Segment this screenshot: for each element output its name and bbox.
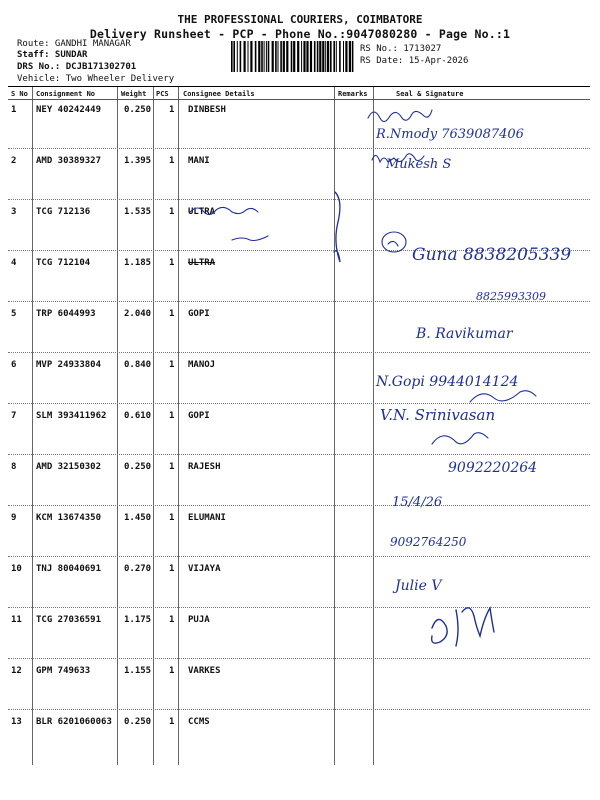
row-weight: 0.270	[124, 564, 152, 574]
row-consignee: GOPI	[188, 309, 210, 319]
barcode-bar	[261, 41, 263, 72]
barcode-bar	[250, 41, 252, 72]
barcode-bar	[339, 41, 341, 72]
route-label: Route: GANDHI MANAGAR	[17, 39, 131, 49]
row-consignee: ULTRA	[188, 258, 216, 268]
row-divider	[8, 658, 590, 659]
drs-number: DRS No.: DCJB171302701	[17, 62, 137, 72]
handwritten-text: 15/4/26	[392, 495, 443, 510]
row-weight: 2.040	[124, 309, 152, 319]
barcode-bar	[327, 41, 329, 72]
barcode-bar	[352, 41, 354, 72]
row-sno: 13	[11, 717, 22, 727]
barcode-bar	[322, 41, 324, 72]
row-divider	[8, 607, 590, 608]
barcode-bar	[319, 41, 321, 72]
barcode-bar	[286, 41, 288, 72]
barcode-bar	[283, 41, 285, 72]
row-pcs: 1	[169, 666, 175, 676]
barcode-bar	[333, 41, 335, 72]
row-consignee: MANOJ	[188, 360, 216, 370]
row-divider	[8, 403, 590, 404]
row-divider	[8, 454, 590, 455]
row-sno: 3	[11, 207, 17, 217]
barcode-bar	[291, 41, 293, 72]
barcode-bar	[303, 41, 305, 72]
barcode-bar	[345, 41, 347, 72]
row-divider	[8, 199, 590, 200]
row-pcs: 1	[169, 717, 175, 727]
row-consignment-no: SLM 393411962	[36, 411, 107, 421]
barcode-bar	[233, 41, 235, 72]
row-pcs: 1	[169, 564, 175, 574]
barcode-bar	[275, 41, 277, 72]
row-weight: 0.250	[124, 462, 152, 472]
handwritten-text: V.N. Srinivasan	[380, 406, 496, 424]
rs-date: RS Date: 15-Apr-2026	[360, 56, 469, 66]
row-sno: 6	[11, 360, 17, 370]
row-pcs: 1	[169, 462, 175, 472]
row-sno: 1	[11, 105, 17, 115]
handwritten-text: Julie V	[395, 578, 442, 594]
row-weight: 0.840	[124, 360, 152, 370]
barcode-bar	[244, 41, 246, 72]
row-pcs: 1	[169, 207, 175, 217]
row-consignment-no: TCG 712104	[36, 258, 91, 268]
row-sno: 9	[11, 513, 17, 523]
barcode-bar	[301, 41, 302, 72]
row-weight: 1.185	[124, 258, 152, 268]
column-divider	[178, 87, 179, 765]
row-consignee: ULTRA	[188, 207, 216, 217]
row-weight: 1.155	[124, 666, 152, 676]
row-divider	[8, 505, 590, 506]
company-name: THE PROFESSIONAL COURIERS, COIMBATORE	[177, 13, 423, 26]
row-consignee: GOPI	[188, 411, 210, 421]
barcode-bar	[255, 41, 257, 72]
header-weight: Weight	[121, 90, 147, 98]
row-consignment-no: TCG 712136	[36, 207, 91, 217]
header-remarks: Remarks	[338, 90, 368, 98]
row-consignee: DINBESH	[188, 105, 226, 115]
row-consignment-no: NEY 40242449	[36, 105, 102, 115]
row-consignee: VARKES	[188, 666, 221, 676]
row-sno: 11	[11, 615, 22, 625]
row-consignment-no: AMD 32150302	[36, 462, 102, 472]
staff-label: Staff: SUNDAR	[17, 50, 88, 60]
runsheet-title: Delivery Runsheet - PCP - Phone No.:9047080280 - Page No.:1	[89, 27, 511, 41]
row-pcs: 1	[169, 156, 175, 166]
row-pcs: 1	[169, 105, 175, 115]
header-divider	[8, 99, 590, 100]
handwritten-text: Guna 8838205339	[412, 245, 572, 265]
row-sno: 2	[11, 156, 17, 166]
barcode-bar	[306, 41, 308, 72]
row-pcs: 1	[169, 309, 175, 319]
barcode-bar	[237, 41, 238, 72]
rs-number: RS No.: 1713027	[360, 44, 442, 54]
row-sno: 12	[11, 666, 22, 676]
row-weight: 0.250	[124, 105, 152, 115]
row-divider	[8, 301, 590, 302]
handwritten-text: 8825993309	[476, 290, 546, 303]
column-divider	[373, 87, 374, 765]
row-sno: 5	[11, 309, 17, 319]
row-pcs: 1	[169, 615, 175, 625]
row-consignee: RAJESH	[188, 462, 221, 472]
row-consignment-no: GPM 749633	[36, 666, 91, 676]
row-divider	[8, 556, 590, 557]
barcode-bar	[272, 41, 274, 72]
handwritten-text: 9092220264	[448, 460, 538, 476]
header-sno: S No	[11, 90, 28, 98]
row-weight: 1.395	[124, 156, 152, 166]
row-consignment-no: KCM 13674350	[36, 513, 102, 523]
barcode-bar	[268, 41, 270, 72]
handwritten-text: 9092764250	[390, 535, 467, 549]
vehicle-label: Vehicle: Two Wheeler Delivery	[17, 74, 175, 84]
row-pcs: 1	[169, 360, 175, 370]
barcode-bar	[266, 41, 267, 72]
handwritten-text: B. Ravikumar	[416, 326, 513, 342]
barcode-bar	[264, 41, 265, 72]
column-divider	[32, 87, 33, 765]
row-consignment-no: TNJ 80040691	[36, 564, 102, 574]
row-divider	[8, 250, 590, 251]
row-consignment-no: TCG 27036591	[36, 615, 102, 625]
row-consignment-no: BLR 6201060063	[36, 717, 112, 727]
row-pcs: 1	[169, 513, 175, 523]
barcode-bar	[258, 41, 260, 72]
row-divider	[8, 709, 590, 710]
column-divider	[117, 87, 118, 765]
row-pcs: 1	[169, 411, 175, 421]
row-weight: 1.535	[124, 207, 152, 217]
barcode-bar	[330, 41, 332, 72]
barcode-bar	[231, 41, 233, 72]
row-sno: 4	[11, 258, 17, 268]
row-consignment-no: MVP 24933804	[36, 360, 102, 370]
row-sno: 10	[11, 564, 22, 574]
row-consignee: VIJAYA	[188, 564, 221, 574]
header-seal: Seal & Signature	[396, 90, 464, 98]
row-sno: 7	[11, 411, 17, 421]
handwritten-text: R.Nmody 7639087406	[376, 127, 524, 142]
barcode-bar	[278, 41, 279, 72]
barcode-bar	[240, 41, 242, 72]
column-divider	[153, 87, 154, 765]
header-consignee: Consignee Details	[183, 90, 255, 98]
row-weight: 1.450	[124, 513, 152, 523]
barcode-bar	[297, 41, 299, 72]
row-weight: 0.610	[124, 411, 152, 421]
barcode-bar	[310, 41, 312, 72]
runsheet-table	[8, 86, 590, 765]
header-consignment: Consignment No	[36, 90, 96, 98]
row-divider	[8, 352, 590, 353]
row-divider	[8, 148, 590, 149]
barcode-bar	[343, 41, 344, 72]
barcode-bar	[293, 41, 295, 72]
row-sno: 8	[11, 462, 17, 472]
barcode-bar	[325, 41, 326, 72]
row-consignment-no: TRP 6044993	[36, 309, 96, 319]
row-consignee: CCMS	[188, 717, 210, 727]
row-pcs: 1	[169, 258, 175, 268]
barcode-bar	[349, 41, 351, 72]
row-weight: 0.250	[124, 717, 152, 727]
barcode-bar	[314, 41, 316, 72]
handwritten-text: Mukesh S	[386, 157, 452, 172]
row-consignment-no: AMD 30389327	[36, 156, 102, 166]
header-pcs: PCS	[156, 90, 169, 98]
row-consignee: ELUMANI	[188, 513, 226, 523]
column-divider	[334, 87, 335, 765]
barcode-bar	[317, 41, 319, 72]
barcode-bar	[280, 41, 282, 72]
row-weight: 1.175	[124, 615, 152, 625]
barcode-image	[231, 41, 355, 72]
barcode-bar	[248, 41, 249, 72]
handwritten-text: N.Gopi 9944014124	[376, 374, 519, 390]
row-consignee: PUJA	[188, 615, 210, 625]
row-consignee: MANI	[188, 156, 210, 166]
barcode-bar	[336, 41, 337, 72]
